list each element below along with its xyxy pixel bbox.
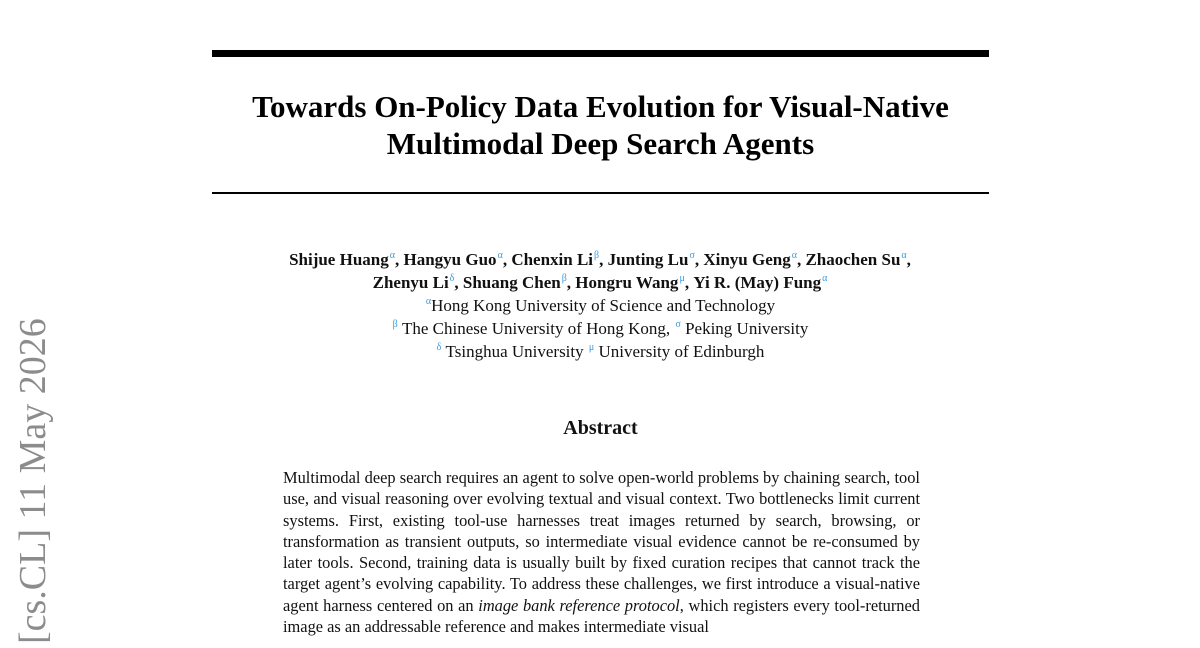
author-block bbox=[150, 248, 1050, 363]
author-name: Hongru Wang bbox=[575, 273, 679, 292]
affiliation-text: University of Edinburgh bbox=[594, 342, 765, 361]
affiliation-mark: δ bbox=[436, 342, 442, 353]
affiliation-mark: α bbox=[425, 296, 432, 307]
affiliation-mark: α bbox=[791, 250, 797, 261]
abstract-text-continued: , which registers every tool-returned image as an addressable reference and makes intermediate visual bbox=[283, 595, 920, 637]
title-bottom-rule bbox=[212, 192, 989, 194]
abstract-heading: Abstract bbox=[563, 417, 638, 439]
affiliation-text: Tsinghua University bbox=[441, 342, 588, 361]
author-line-2: Zhenyu $Li^\delta$, Shuang Chen$^\beta$, Hongru Wang$^\mu$, Yi R. (May) Fung$^\alpha$ bbox=[372, 273, 828, 292]
abstract-text: Multimodal deep search requires an agent to solve open-world problems by chaining search, tool use, and visual reasoning over evolving textual and visual context. Two bottlenecks limit current systems. First, existing tool-use harnesses treat images returned by search, browsing, or transformation as transient outputs, so intermediate visual evidence cannot be re-consumed by later tools. Second, training data is usually built by fixed curation recipes that cannot track the target agent’s evolving capability. To address these challenges, we first introduce a visual-native agent harness centered on an bbox=[283, 468, 920, 615]
affiliation-mark: α bbox=[497, 250, 503, 261]
title-line-1: Towards On-Policy Data Evolution for Visual-Native bbox=[252, 89, 949, 124]
affiliation-line-2 bbox=[150, 317, 1050, 340]
abstract-italic-term: image bank reference protocol bbox=[478, 595, 680, 615]
author-name: Zhenyu Li bbox=[372, 273, 449, 292]
author-line-1: Shijue Huang$^\alpha$, Hangyu Guo$^\alpha$, Chenxin $Li^\beta$, Junting $Lu^\sigma$, Xinyu Geng$^\alpha$, Zhaochen $Su^\alpha$, bbox=[289, 250, 911, 269]
affiliation-mark: α bbox=[389, 250, 395, 261]
author-name: Shuang Chen bbox=[462, 273, 561, 292]
affiliation-mark: α bbox=[901, 250, 907, 261]
affiliation-mark: β bbox=[594, 250, 600, 261]
title-line-2: Multimodal Deep Search Agents bbox=[386, 126, 815, 161]
author-name: Yi R. (May) Fung bbox=[693, 273, 822, 292]
affiliation-mark: β bbox=[561, 273, 567, 284]
affiliation-text: Peking University bbox=[680, 319, 809, 338]
affiliation-mark: μ bbox=[588, 342, 595, 353]
author-name: Hangyu Guo bbox=[403, 250, 497, 269]
author-name: Shijue Huang bbox=[289, 250, 389, 269]
affiliation-line-3 bbox=[150, 340, 1050, 363]
paper-title bbox=[212, 88, 989, 162]
author-name: Zhaochen Su bbox=[805, 250, 901, 269]
affiliation-text: Hong Kong University of Science and Technology bbox=[431, 296, 776, 315]
author-name: Chenxin Li bbox=[511, 250, 594, 269]
author-name: Xinyu Geng bbox=[703, 250, 791, 269]
abstract-body bbox=[283, 467, 920, 637]
affiliation-mark: δ bbox=[449, 273, 455, 284]
top-rule bbox=[212, 50, 989, 57]
affiliation-mark: α bbox=[822, 273, 828, 284]
affiliation-text: The Chinese University of Hong Kong, bbox=[397, 319, 675, 338]
author-name: Junting Lu bbox=[607, 250, 689, 269]
affiliation-mark: σ bbox=[675, 319, 681, 330]
affiliation-mark: β bbox=[392, 319, 398, 330]
affiliation-mark: σ bbox=[689, 250, 695, 261]
arxiv-side-stamp: [cs.CL] 11 May 2026 bbox=[12, 318, 54, 644]
affiliation-mark: μ bbox=[679, 273, 685, 284]
affiliation-line-1 bbox=[150, 294, 1050, 317]
